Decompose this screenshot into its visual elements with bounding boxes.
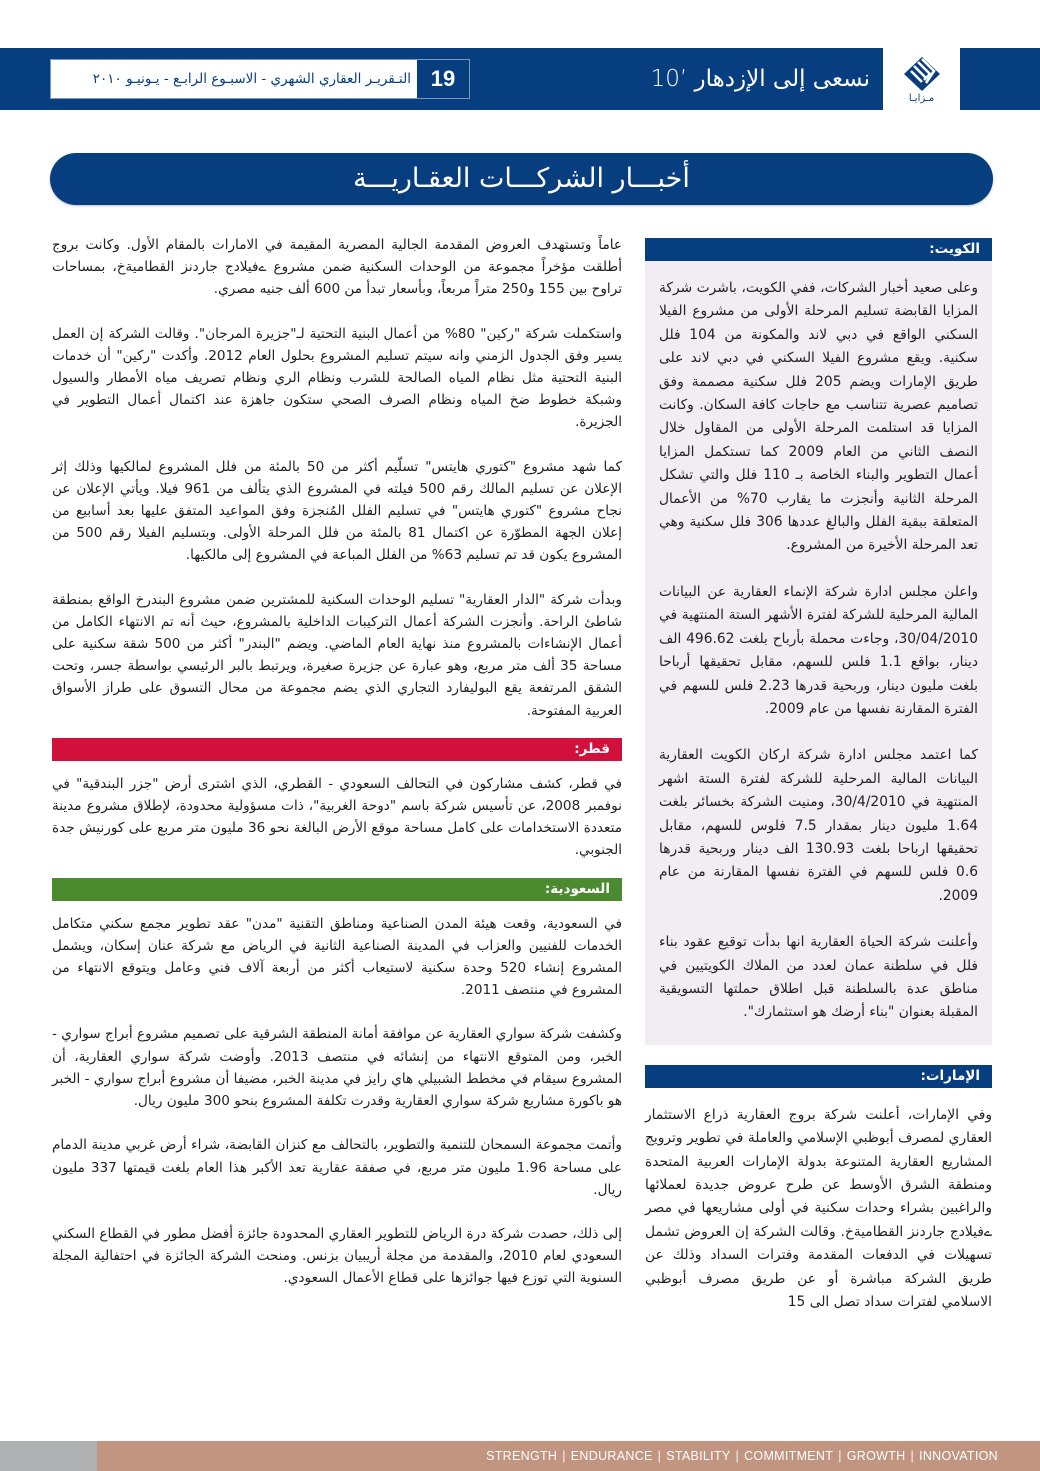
article-paragraph: في السعودية، وقعت هيئة المدن الصناعية ومناطق التقنية "مدن" عقد تطوير مجمع سكني متكامل الخدمات للفنيين والعزاب في المدينة الصناعية الثانية في الرياض مع شركة عنان إسكان، ويشمل المشروع إنشاء 520 وحدة سكنية لاستيعاب أكثر من أربعة آلاف فني وعامل ويتوقع الانتهاء من المشروع في منتصف 2011. — [52, 915, 622, 999]
footer-value: INNOVATION — [919, 1449, 998, 1463]
footer-separator: | — [562, 1449, 566, 1463]
article-paragraph: واعلن مجلس ادارة شركة الإنماء العقارية عن البيانات المالية المرحلية للشركة لفترة الأشهر الستة المنتهية في 30/04/2010، وجاءت محملة بأرباح بلغت 496.62 الف دينار، بواقع 1.1 فلس للسهم، مقابل تحقيقها أرباحا بلغت مليون دينار، وربحية قدرها 2.23 فلس للسهم في الفترة المقارنة نفسها من عام 2009. — [659, 583, 978, 717]
article-paragraph: كما شهد مشروع "كتوري هايتس" تسلّيم أكثر من 50 بالمئة من فلل المشروع لمالكيها وذلك إثر الإعلان عن تسليم المالك رقم 500 فيلته في المشروع الذي يتألف من 961 فيلا. ويأتي الإعلان عن نجاح مشروع "كتوري هايتس" في تسليم الفلل المُنجزة وفق المواعيد المتفق عليها بعد أسابيع من إعلان الجهة المطوّرة عن اكتمال 81 بالمئة من فلل المرحلة الأولى. وبتسليم الفيلا رقم 500 من المشروع يكون قد تم تسليم 63% من الفلل المباعة في المشروع إلى مالكيها. — [52, 458, 622, 564]
footer-value: COMMITMENT — [744, 1449, 834, 1463]
footer-separator: | — [735, 1449, 740, 1463]
sidebar-column — [645, 238, 992, 1314]
footer-value: STRENGTH — [486, 1449, 558, 1463]
footer-value: STABILITY — [666, 1449, 731, 1463]
report-title: التـقريـر العقاري الشهري - الاسبـوع الرابـع - يـونيـو ٢٠١٠ — [92, 71, 411, 87]
footer-separator: | — [910, 1449, 915, 1463]
article-paragraph: عاماً وتستهدف العروض المقدمة الجالية المصرية المقيمة في الامارات بالمقام الأول. وكانت بروج أطلقت مؤخراً مجموعة من الوحدات السكنية ضمن مشروع ےفيلادج جاردنز القطاميةخ، بمساحات تراوح بين 155 و250 متراً مربعاً، وبأسعار تبدأ من 600 ألف جنيه مصري. — [52, 237, 622, 298]
article-paragraph: وبدأت شركة "الدار العقارية" تسليم الوحدات السكنية للمشترين ضمن مشروع البندرخ الواقع بمنطقة شاطئ الراحة. وأنجزت الشركة أعمال التركيبات الداخلية بالمشروع، حيث أنه تم الانتهاء الكامل من أعمال الإنشاءات بالمشروع منذ نهاية العام الماضي. ويضم "البندر" أكثر من 500 شقة سكنية على مساحة 35 ألف متر مربع، وهو عبارة عن جزيرة صغيرة، ويرتبط بالبر الرئيسي بواسطة جسر، وتحت الشقق المرتفعة يقع البوليفارد التجاري الذي يضم مجموعة من محال التسوق على طراز الأسواق العربية المفتوحة. — [52, 591, 622, 719]
article-paragraph: في قطر، كشف مشاركون في التحالف السعودي - القطري، الذي اشترى أرض "جزر البندقية" في نوفمبر 2008، عن تأسيس شركة باسم "دوحة الغربية"، ذات مسؤولية محدودة، لإطلاق مشروع مدينة متعددة الاستخدامات على كامل مساحة موقع الأرض البالغة نحو 36 مليون متر مربع على كورنيش جدة الجنوبي. — [52, 775, 622, 859]
article-paragraph: كما اعتمد مجلس ادارة شركة اركان الكويت العقارية البيانات المالية المرحلية للشركة لفترة الستة اشهر المنتهية في 30/4/2010، ومنيت الشركة بخسائر بلغت 1.64 مليون دينار بمقدار 7.5 فلوس للسهم، مقابل تحقيقها ارباحا بلغت 130.93 الف دينار وربحية قدرها 0.6 فلس للسهم في الفترة نفسها المقارنة من عام 2009. — [659, 747, 978, 904]
footer-values — [486, 1441, 998, 1471]
header-slogan: نسعى إلى الإزدهار ’10 — [650, 66, 870, 92]
brand-logo — [883, 48, 960, 110]
page-number: 19 — [417, 60, 469, 98]
footer-separator: | — [838, 1449, 842, 1463]
mazaya-diamond-logo-icon — [902, 55, 942, 93]
logo-wordmark: مـزايـا — [908, 92, 935, 104]
section-heading-qatar: قطر: — [52, 738, 622, 761]
article-paragraph: وفي الإمارات، أعلنت شركة بروج العقارية ذراع الاستثمار العقاري لمصرف أبوظبي الإسلامي والعاملة في تطوير وترويج المشاريع العقارية المتنوعة بدولة الإمارات العربية المتحدة ومنطقة الشرق الأوسط عن طرح عروض جديدة لعملائها والراغبين بشراء وحدات سكنية في أولى مشاريعها في مصر ےفيلادج جاردنز القطاميةخ. وقالت الشركة إن العروض تشمل تسهيلات في الدفعات المقدمة وفترات السداد وذلك عن طريق الشركة مباشرة أو عن طريق مصرف أبوظبي الاسلامي لفترات سداد تصل الى 15 — [645, 1106, 992, 1311]
article-paragraph: وكشفت شركة سواري العقارية عن موافقة أمانة المنطقة الشرقية على تصميم مشروع أبراج سواري - الخبر، ومن المتوقع الانتهاء من إنشائه في منتصف 2013. وأوضت شركة سواري العقارية، أن المشروع سيقام في مخطط الشبيلي هاي رايز في مدينة الخبر، مضيفا أن مشروع أبراج سواري - الخبر هو باكورة مشاريع شركة سواري العقارية وقدرت تكلفة المشروع بنحو 300 مليون ريال. — [52, 1026, 623, 1110]
article-paragraph: وأتمت مجموعة السمحان للتنمية والتطوير، بالتحالف مع كنزان القابضة، شراء أرض غربي مدينة الدمام على مساحة 1.96 مليون متر مربع، في صفقة عقارية تعد الأكبر هذا العام بلغت قيمتها 337 مليون ريال. — [52, 1137, 623, 1198]
section-heading-saudi: السعودية: — [52, 878, 622, 901]
kuwait-news-box — [645, 261, 992, 1045]
main-column — [52, 234, 622, 1312]
article-paragraph: وعلى صعيد أخبار الشركات، ففي الكويت، باشرت شركة المزايا القابضة تسليم المرحلة الأولى من مشروع الفيلا السكني الواقع في دبي لاند والمكونة من 104 فلل سكنية. ويقع مشروع الفيلا السكني في دبي لاند على طريق الإمارات ويضم 205 فلل سكنية مصممة وفق تصاميم عصرية تتناسب مع حاجات كافة السكان. وكانت المزايا قد استلمت المرحلة الأولى من المقاول خلال النصف الثاني من العام 2009 كما تستكمل المزايا أعمال التطوير والبناء الخاصة بـ 110 فلل والتي تشكل المرحلة الثانية وأنجزت ما يقارب 70% من الأعمال المتعلقة ببقية الفلل والبالغ عددها 306 فلل سكنية وهي تعد المرحلة الأخيرة من المشروع. — [659, 280, 978, 554]
report-info-box — [50, 59, 470, 99]
article-paragraph: وأعلنت شركة الحياة العقارية انها بدأت توقيع عقود بناء فلل في سلطنة عمان لعدد من الملاك الكويتيين في مناطق عدة بالسلطنة قبل اطلاق حملتها التسويقية المقبلة بعنوان "بناء أرضك هو استثمارك". — [659, 934, 978, 1021]
article-paragraph: واستكملت شركة "ركين" 80% من أعمال البنية التحتية لـ"جزيرة المرجان". وقالت الشركة إن العمل يسير وفق الجدول الزمني وانه سيتم تسليم المشروع بحلول العام 2012. وأكدت "ركين" أن خدمات البنية التحتية مثل نظام المياه الصالحة للشرب ونظام الري ونظام تصريف مياه الأمطار والسيول وشبكة خطوط ضخ المياه ونظام الصرف الصحي ستكون جاهزة عند اكتمال أعمال التطوير في الجزيرة. — [52, 325, 623, 431]
uae-section — [645, 1065, 992, 1315]
article-paragraph: إلى ذلك، حصدت شركة درة الرياض للتطوير العقاري المحدودة جائزة أفضل مطور في القطاع السكني السعودي لعام 2010، والمقدمة من مجلة أريبيان بزنس. ومنحت الشركة الجائزة في احتفالية المجلة السنوية التي توزع فيها جوائزها على قطاع الأعمال السعودي. — [52, 1225, 622, 1287]
header-bar-end — [960, 48, 1040, 110]
section-heading-uae: الإمارات: — [645, 1065, 992, 1088]
footer-separator: | — [657, 1449, 662, 1463]
footer-value: GROWTH — [846, 1449, 906, 1463]
section-heading-kuwait: الكويت: — [645, 238, 992, 261]
footer-value: ENDURANCE — [570, 1449, 653, 1463]
page-title: أخبـــار الشركـــات العقـاريـــة — [50, 153, 993, 205]
footer-grey-band — [0, 1441, 97, 1471]
